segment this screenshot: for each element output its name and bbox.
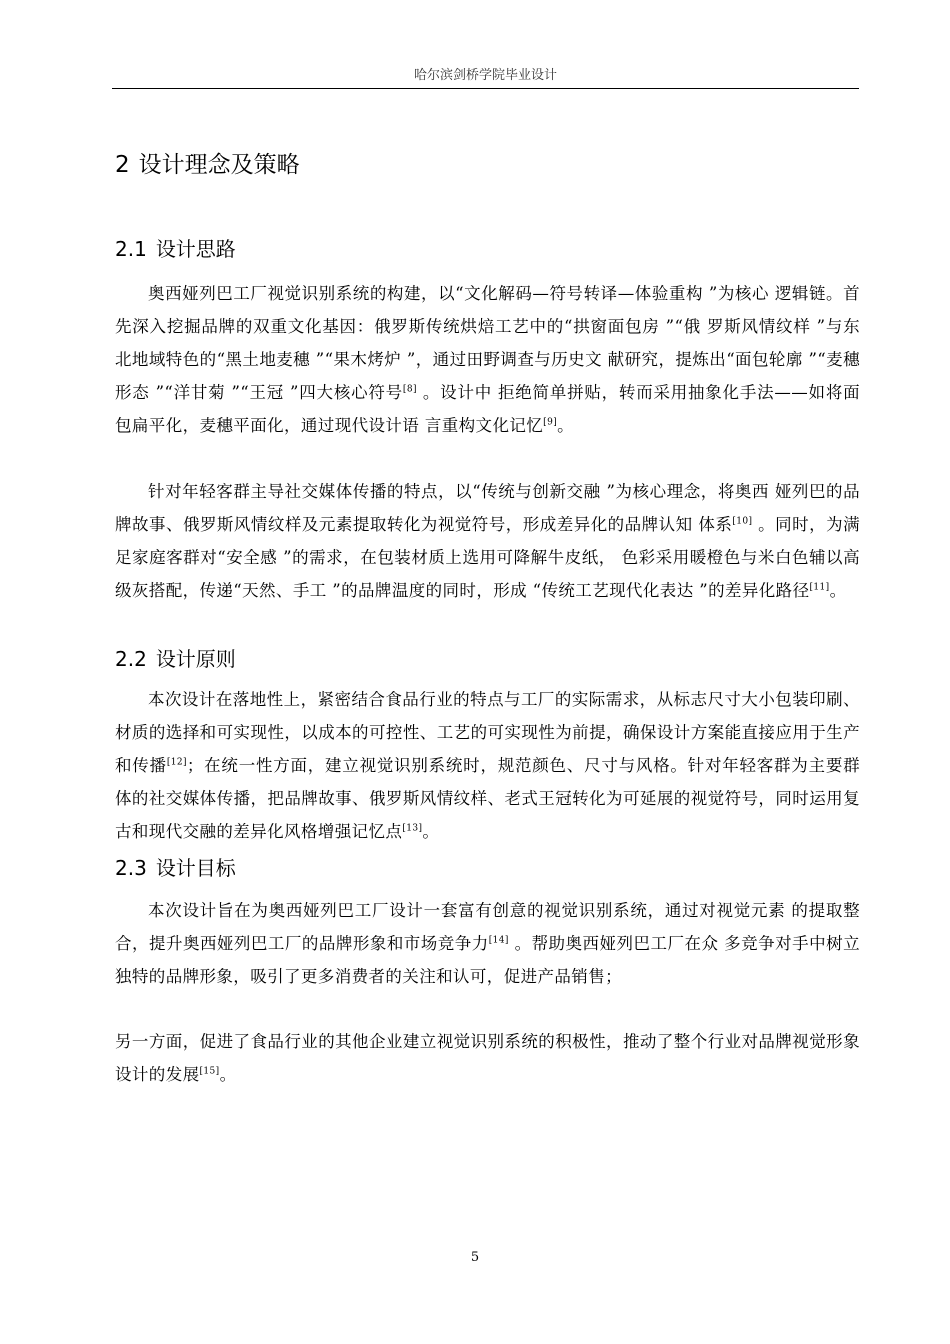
paragraph-text: 。设计中 拒绝简单拼贴，转而采用抽象化手法——如将面包扁平化，麦穗平面化，通过现代设计语 言重构文化记忆: [115, 383, 861, 435]
section-title-2-1: [115, 234, 236, 264]
chapter-title: [115, 148, 300, 182]
citation-ref: [9]: [543, 417, 558, 428]
section-title-text: 设计思路: [155, 237, 236, 261]
citation-ref: [13]: [402, 823, 423, 834]
citation-ref: [14]: [488, 935, 509, 946]
section-number: 2.3: [115, 856, 147, 880]
paragraph-text: 。同时，为满足家庭客群对“安全感 ”的需求，在包装材质上选用可降解牛皮纸， 色彩采用暖橙色与米白色辅以高级灰搭配，传递“天然、手工 ”的品牌温度的同时，形成 “传统工艺现代化表达 ”的差异化路径: [115, 515, 861, 600]
paragraph-2-3-a: [115, 894, 860, 993]
chapter-title-text: 设计理念及策略: [138, 152, 300, 178]
paragraph-text: 。: [557, 416, 575, 435]
paragraph-text: 。: [422, 822, 440, 841]
paragraph-text: 针对年轻客群主导社交媒体传播的特点，以“传统与创新交融 ”为核心理念，将奥西 娅列巴的品牌故事、俄罗斯风情纹样及元素提取转化为视觉符号，形成差异化的品牌认知 体系: [115, 482, 860, 534]
section-title-text: 设计原则: [155, 647, 236, 671]
citation-ref: [8]: [402, 384, 417, 395]
page-number: 5: [470, 1250, 480, 1265]
section-number: 2.1: [115, 237, 147, 261]
paragraph-text: 。帮助奥西娅列巴工厂在众 多竞争对手中树立独特的品牌形象，吸引了更多消费者的关注和认可，促进产品销售；: [115, 934, 860, 986]
section-title-2-2: [115, 644, 236, 674]
citation-ref: [12]: [166, 757, 187, 768]
paragraph-2-3-b: [115, 1025, 860, 1091]
paragraph-text: 本次设计在落地性上，紧密结合食品行业的特点与工厂的实际需求，从标志尺寸大小包装印刷、材质的选择和可实现性，以成本的可控性、工艺的可实现性为前提，确保设计方案能直接应用于生产和传播: [115, 690, 860, 775]
paragraph-text: 另一方面，促进了食品行业的其他企业建立视觉识别系统的积极性，推动了整个行业对品牌视觉形象设计的发展: [115, 1032, 860, 1084]
paragraph-2-2: [115, 683, 860, 848]
section-title-2-3: [115, 853, 236, 883]
paragraph-text: 。: [219, 1065, 237, 1084]
header-rule: [112, 88, 859, 89]
citation-ref: [15]: [199, 1066, 220, 1077]
paragraph-text: 。: [829, 581, 847, 600]
paragraph-text: 本次设计旨在为奥西娅列巴工厂设计一套富有创意的视觉识别系统，通过对视觉元素 的提取整合，提升奥西娅列巴工厂的品牌形象和市场竞争力: [115, 901, 860, 953]
chapter-number: 2: [115, 152, 130, 178]
citation-ref: [11]: [809, 582, 830, 593]
paragraph-text: ；在统一性方面，建立视觉识别系统时，规范颜色、尺寸与风格。针对年轻客群为主要群体的社交媒体传播，把品牌故事、俄罗斯风情纹样、老式王冠转化为可延展的视觉符号，同时运用复古和现代交融的差异化风格增强记忆点: [115, 756, 860, 841]
citation-ref: [10]: [732, 516, 753, 527]
section-title-text: 设计目标: [155, 856, 236, 880]
paragraph-2-1-b: [115, 475, 860, 607]
section-number: 2.2: [115, 647, 147, 671]
running-header: 哈尔滨剑桥学院毕业设计: [413, 68, 557, 83]
paragraph-text: 奥西娅列巴工厂视觉识别系统的构建，以“文化解码—符号转译—体验重构 ”为核心 逻辑链。首先深入挖掘品牌的双重文化基因：俄罗斯传统烘焙工艺中的“拱窗面包房 ”“俄 罗斯风情纹样 ”与东北地域特色的“黑土地麦穗 ”“果木烤炉 ”，通过田野调查与历史文 献研究，提炼出“面包轮廓 ”“麦穗形态 ”“洋甘菊 ”“王冠 ”四大核心符号: [115, 284, 860, 402]
paragraph-2-1-a: [115, 277, 860, 442]
